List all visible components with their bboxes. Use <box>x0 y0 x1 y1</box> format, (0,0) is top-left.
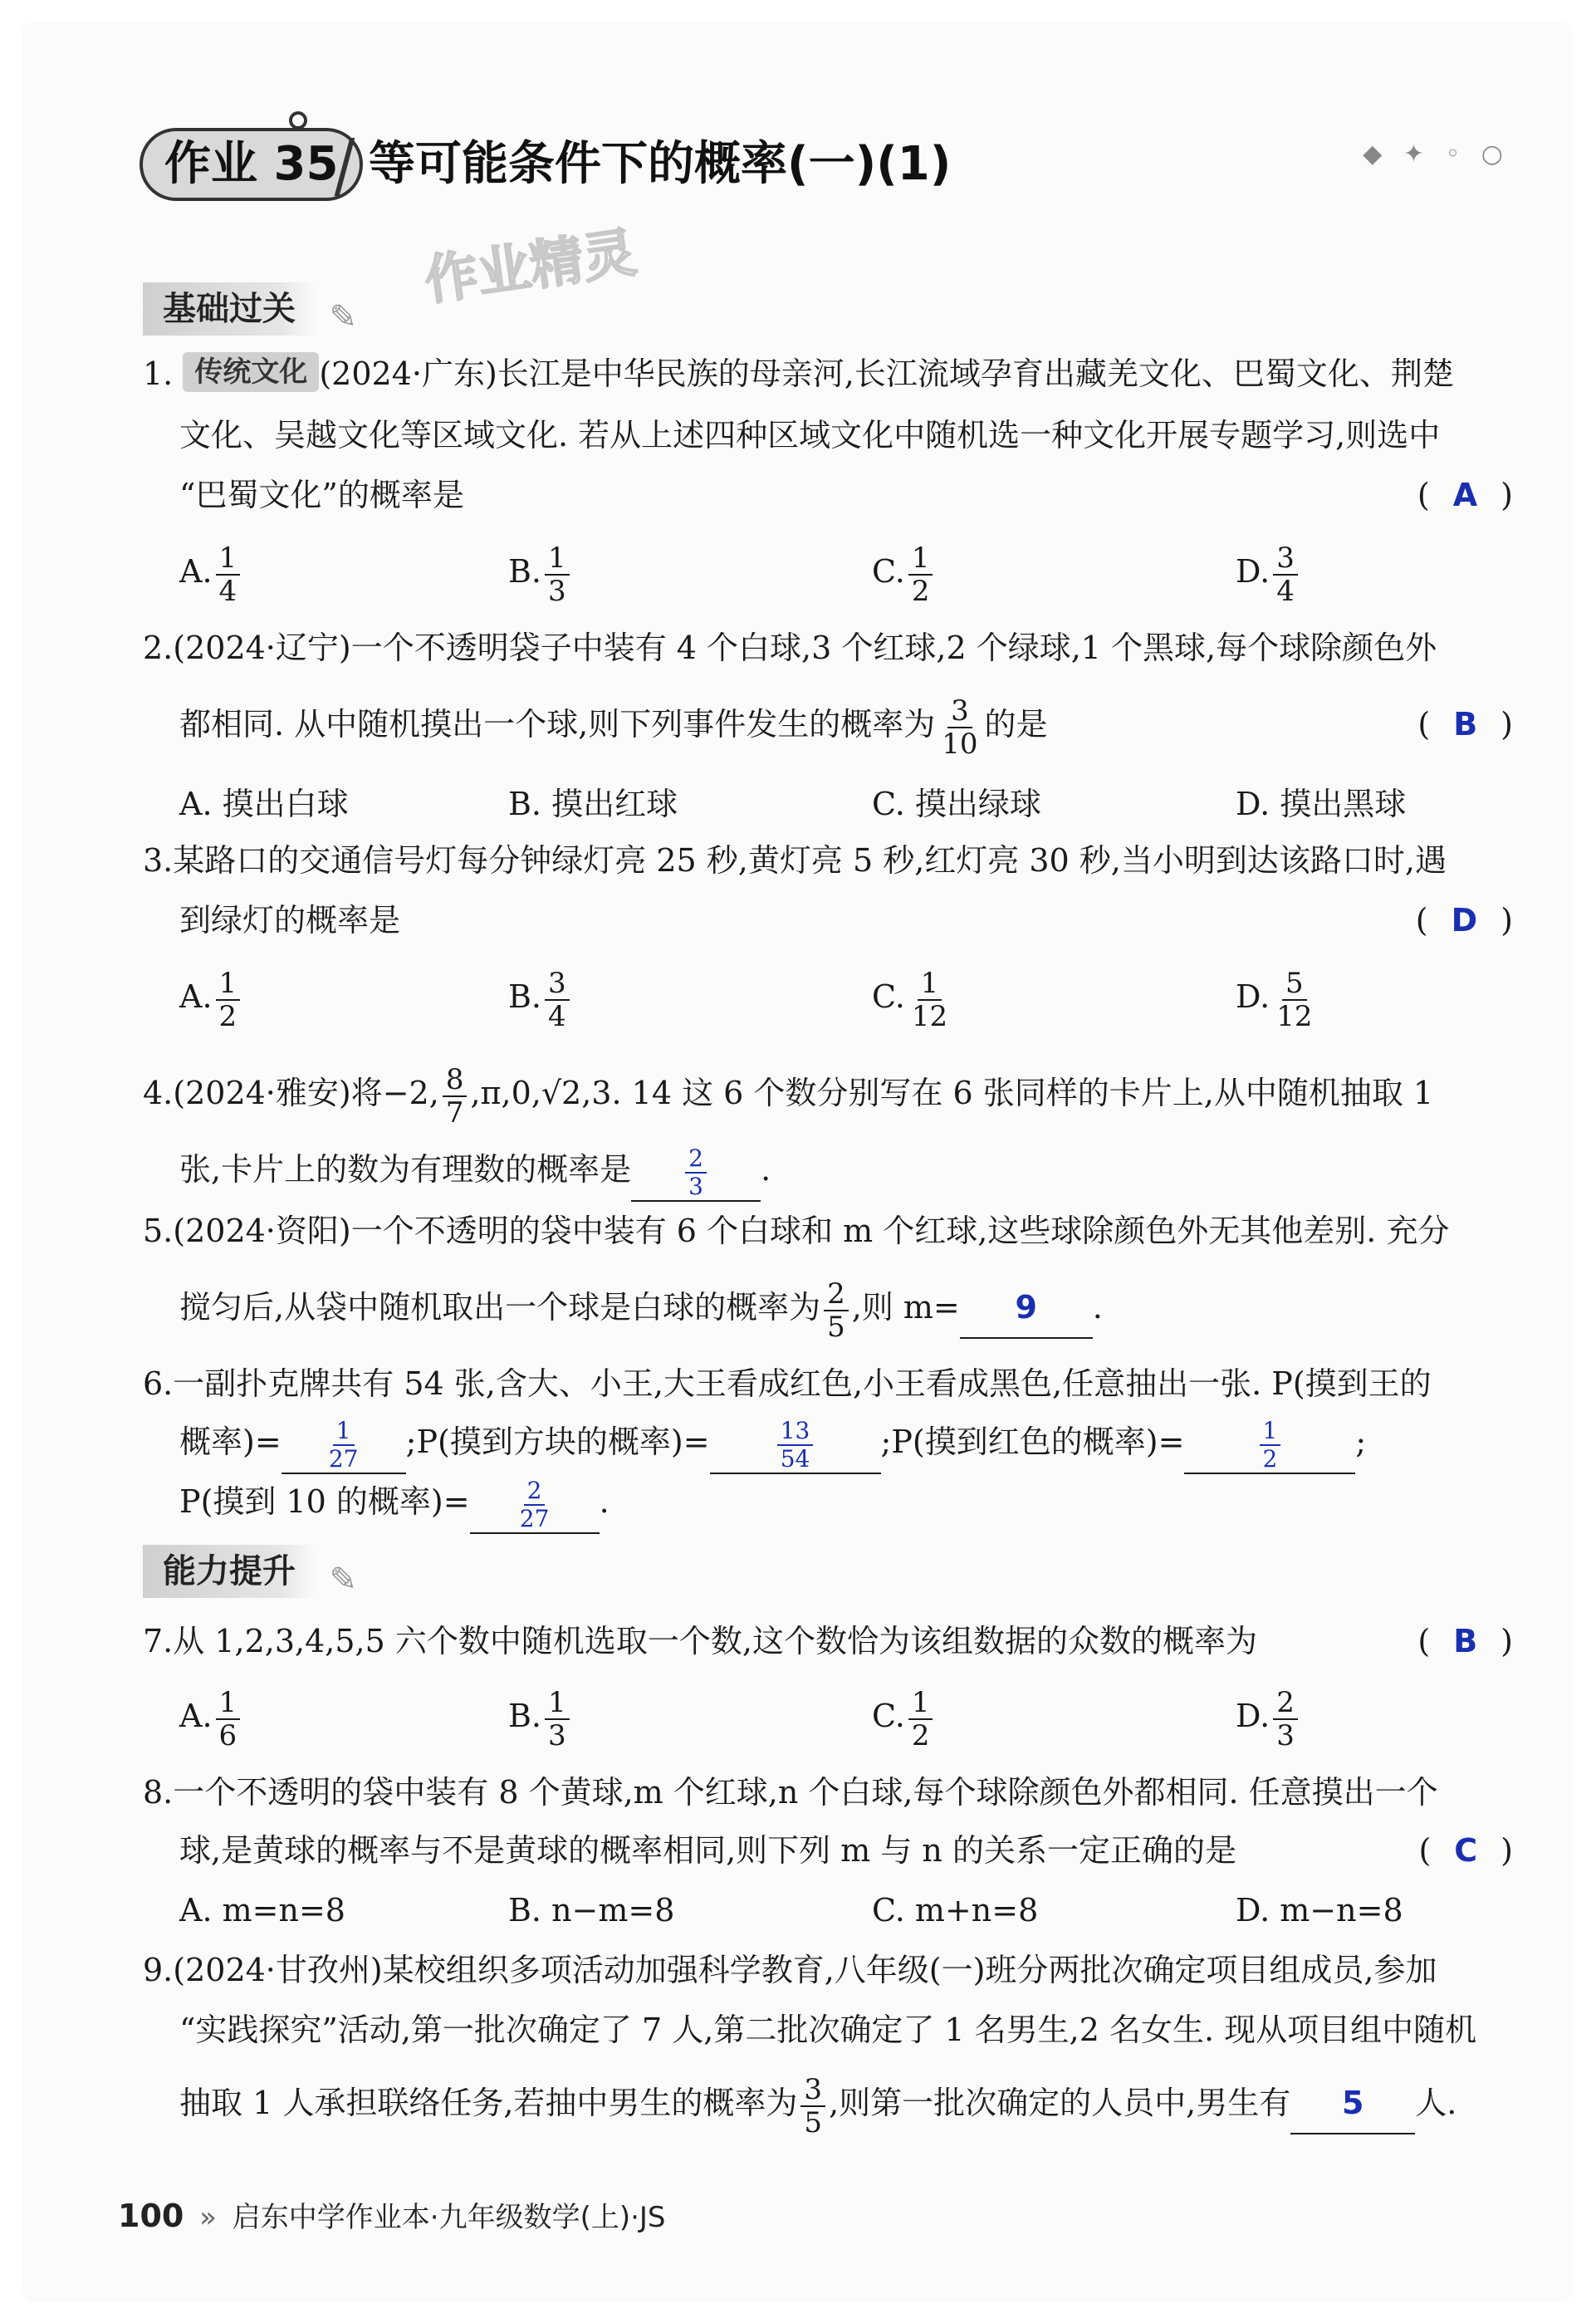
question-8-line-2: 球,是黄球的概率与不是黄球的概率相同,则下列 m 与 n 的关系一定正确的是 <box>179 1832 1236 1869</box>
question-2-answer: ( B ) <box>1417 706 1513 742</box>
option-a: A. $\frac{1}{6}$ <box>179 1676 243 1756</box>
option-b: B. $\frac{3}{4}$ <box>508 957 573 1037</box>
question-3-answer: ( D ) <box>1415 902 1513 939</box>
chevron-right-icon: » <box>199 2201 217 2234</box>
option-c: C. $\frac{1}{2}$ <box>872 1676 936 1756</box>
option-c: C. 摸出绿球 <box>872 786 1041 822</box>
page-footer <box>118 2194 666 2235</box>
question-9-line-2: “实践探究”活动,第一批次确定了 7 人,第二批次确定了 1 名男生,2 名女生. 现从项目组中随机 <box>179 2012 1477 2048</box>
question-2-line-2: 都相同. 从中随机摸出一个球,则下列事件发生的概率为 $\frac{3}{10}$ 的是 <box>179 693 1048 761</box>
answer-value: D <box>1451 902 1478 939</box>
question-6-line-1: 6.一副扑克牌共有 54 张,含大、小王,大王看成红色,小王看成黑色,任意抽出一张. P(摸到王的 <box>143 1365 1432 1402</box>
pencil-icon: ✎ <box>329 1561 357 1599</box>
option-d: D. 摸出黑球 <box>1236 786 1407 822</box>
page-header <box>140 123 1518 206</box>
question-3-line-2: 到绿灯的概率是 <box>179 902 401 939</box>
section-advanced-title: 能力提升 <box>163 1552 296 1590</box>
question-4-line-1: 4.(2024·雅安)将−2, $\frac{8}{7}$ ,π,0,√2,3. 14 这 6 个数分别写在 6 张同样的卡片上,从中随机抽取 1 <box>143 1062 1434 1130</box>
section-advanced <box>143 1545 357 1599</box>
question-9-line-3: 抽取 1 人承担联络任务,若抽中男生的概率为 $\frac{3}{5}$ ,则第一批次确定的人员中,男生有 5 人. <box>179 2072 1457 2139</box>
question-8-answer: ( C ) <box>1418 1832 1513 1869</box>
question-6-line-3: P(摸到 10 的概率)= $\frac{2}{27}$ . <box>179 1472 1513 1534</box>
option-a: A. $\frac{1}{4}$ <box>179 532 243 611</box>
page-title: 等可能条件下的概率(一)(1) <box>369 137 952 191</box>
question-1-answer: ( A ) <box>1417 477 1513 513</box>
question-9-line-1: 9.(2024·甘孜州)某校组织多项活动加强科学教育,八年级(一)班分两批次确定项目组成员,参加 <box>143 1952 1437 1988</box>
answer-value: B <box>1453 1623 1478 1659</box>
answer-blank[interactable]: 9 <box>960 1277 1093 1339</box>
option-d: D. $\frac{3}{4}$ <box>1236 532 1301 611</box>
question-1-line-1: 1. 传统文化 (2024·广东)长江是中华民族的母亲河,长江流域孕育出藏羌文化、巴蜀文化、荆楚 <box>143 344 1513 404</box>
pencil-icon: ✎ <box>329 298 357 336</box>
answer-value: C <box>1454 1832 1478 1869</box>
question-1-line-2: 文化、吴越文化等区域文化. 若从上述四种区域文化中随机选一种文化开展专题学习,则选中 <box>179 417 1441 453</box>
option-a: A. $\frac{1}{2}$ <box>179 957 243 1037</box>
question-5-line-2: 搅匀后,从袋中随机取出一个球是白球的概率为 $\frac{2}{5}$ ,则 m= 9 . <box>179 1277 1103 1344</box>
question-6-line-2: 概率)= $\frac{1}{27}$ ;P(摸到方块的概率)= $\frac{13}{54}$ ;P(摸到红色的概率)= $\frac{1}{2}$ ; <box>179 1412 1513 1474</box>
question-7-options <box>179 1676 1513 1756</box>
answer-blank[interactable]: $\frac{1}{27}$ <box>282 1412 406 1474</box>
section-basic <box>143 282 357 336</box>
option-c: C. $\frac{1}{2}$ <box>872 532 936 611</box>
answer-value: B <box>1453 706 1478 742</box>
option-b: B. n−m=8 <box>508 1892 675 1928</box>
homework-badge: 作业 35 <box>140 128 363 201</box>
question-4-line-2: 张,卡片上的数为有理数的概率是 $\frac{2}{3}$ . <box>179 1139 1513 1202</box>
section-basic-title: 基础过关 <box>163 290 296 328</box>
sparkle-decoration-icon: ◆ ✦ ◦ ○ <box>1363 140 1510 169</box>
question-2-line-1: 2.(2024·辽宁)一个不透明袋子中装有 4 个白球,3 个红球,2 个绿球,1 个黑球,每个球除颜色外 <box>143 630 1437 666</box>
option-b: B. $\frac{1}{3}$ <box>508 1676 573 1756</box>
badge-ring-decoration <box>289 111 307 130</box>
tag-traditional-culture: 传统文化 <box>183 352 319 392</box>
question-3-line-1: 3.某路口的交通信号灯每分钟绿灯亮 25 秒,黄灯亮 5 秒,红灯亮 30 秒,当小明到达该路口时,遇 <box>143 842 1447 879</box>
answer-blank[interactable]: $\frac{2}{3}$ <box>631 1139 761 1202</box>
question-8-options <box>179 1870 1513 1950</box>
page-number: 100 <box>118 2198 184 2234</box>
watermark-logo: 作业精灵 <box>420 222 640 313</box>
option-a: A. 摸出白球 <box>179 786 349 822</box>
question-7-line-1: 7.从 1,2,3,4,5,5 六个数中随机选取一个数,这个数恰为该组数据的众数的概率为 <box>143 1623 1257 1659</box>
option-a: A. m=n=8 <box>179 1892 345 1928</box>
answer-blank[interactable]: $\frac{2}{27}$ <box>470 1472 600 1534</box>
question-7-answer: ( B ) <box>1417 1623 1513 1659</box>
option-d: D. $\frac{5}{12}$ <box>1236 966 1313 1033</box>
answer-blank[interactable]: 5 <box>1290 2073 1415 2134</box>
option-c: C. $\frac{1}{12}$ <box>872 966 948 1033</box>
answer-value: A <box>1452 477 1478 513</box>
question-8-line-1: 8.一个不透明的袋中装有 8 个黄球,m 个红球,n 个白球,每个球除颜色外都相同. 任意摸出一个 <box>143 1774 1438 1811</box>
option-d: D. m−n=8 <box>1236 1892 1403 1928</box>
answer-blank[interactable]: $\frac{1}{2}$ <box>1184 1412 1355 1474</box>
option-b: B. 摸出红球 <box>508 786 678 822</box>
answer-blank[interactable]: $\frac{13}{54}$ <box>710 1412 881 1474</box>
question-1-options <box>179 532 1513 611</box>
option-b: B. $\frac{1}{3}$ <box>508 532 573 611</box>
question-5-line-1: 5.(2024·资阳)一个不透明的袋中装有 6 个白球和 m 个红球,这些球除颜色外无其他差别. 充分 <box>143 1213 1450 1249</box>
question-3-options <box>179 957 1513 1037</box>
option-c: C. m+n=8 <box>872 1892 1039 1928</box>
book-title: 启东中学作业本·九年级数学(上)·JS <box>232 2201 666 2234</box>
option-d: D. $\frac{2}{3}$ <box>1236 1676 1301 1756</box>
question-1-line-3: “巴蜀文化”的概率是 <box>179 477 464 513</box>
